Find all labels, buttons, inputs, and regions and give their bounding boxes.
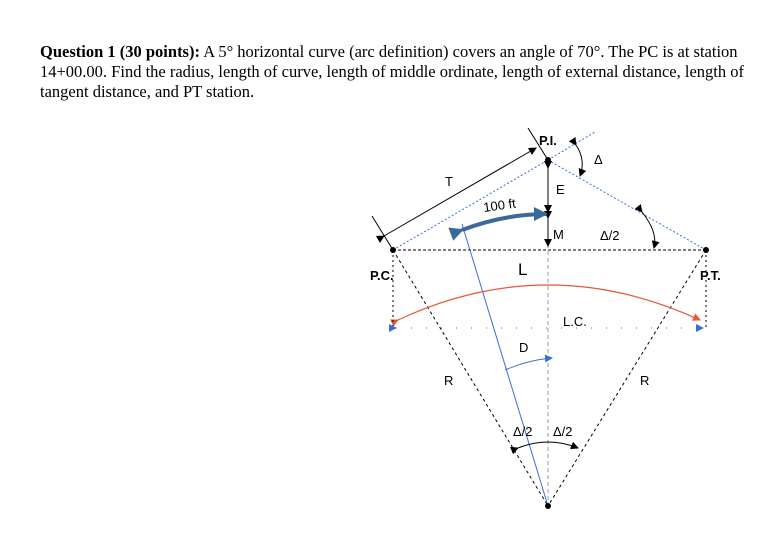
pc-label: P.C. bbox=[370, 268, 394, 283]
pi-point bbox=[545, 157, 551, 163]
half-delta-top-arc bbox=[642, 212, 655, 248]
delta-angle-arc bbox=[576, 145, 582, 176]
t-label: T bbox=[445, 174, 453, 189]
question-heading: Question 1 (30 points): bbox=[40, 42, 200, 61]
curve-arc bbox=[398, 285, 700, 320]
delta-half-right-label: Δ/2 bbox=[553, 424, 573, 439]
radius-right-line bbox=[548, 250, 706, 506]
r-left-label: R bbox=[444, 373, 454, 388]
d-angle-arc bbox=[505, 358, 552, 370]
question-body: A 5° horizontal curve (arc definition) covers an angle of 70°. The PC is at station 14+00.00. Find the radius, length of curve, length of middle ordinate, length of external distance, length of tangent distance, and PT station. bbox=[40, 42, 744, 101]
pt-point bbox=[703, 247, 709, 253]
l-label: L bbox=[518, 260, 528, 279]
hundred-ft-label: 100 ft bbox=[482, 195, 517, 215]
t-dimension-line bbox=[384, 148, 536, 236]
back-tangent-line bbox=[393, 160, 548, 250]
hundred-ft-arrow bbox=[462, 214, 546, 230]
forward-tangent-line bbox=[548, 160, 706, 250]
pc-point bbox=[390, 247, 396, 253]
center-point bbox=[545, 503, 551, 509]
r-right-label: R bbox=[640, 373, 650, 388]
radius-left-line bbox=[393, 250, 548, 506]
pi-label: P.I. bbox=[539, 133, 557, 148]
delta-label: Δ bbox=[594, 152, 603, 167]
e-label: E bbox=[556, 182, 565, 197]
delta-half-left-label: Δ/2 bbox=[513, 424, 533, 439]
lc-label: L.C. bbox=[563, 314, 587, 329]
pt-label: P.T. bbox=[700, 268, 721, 283]
m-label: M bbox=[553, 227, 564, 242]
delta-half-top-label: Δ/2 bbox=[600, 228, 620, 243]
d-label: D bbox=[519, 340, 529, 355]
station-radial-line bbox=[462, 224, 548, 506]
